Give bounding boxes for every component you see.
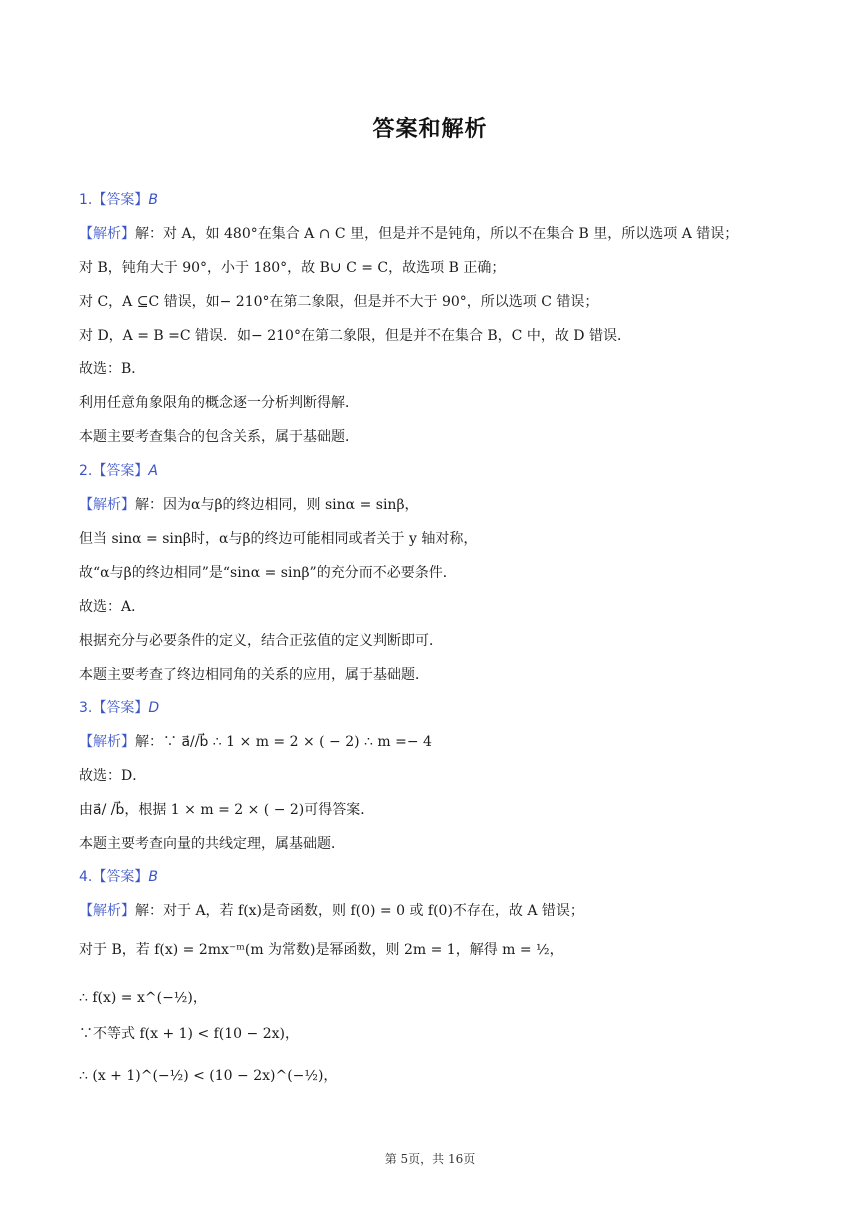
answer-line xyxy=(79,461,158,481)
answer-tag: 【答案】 xyxy=(92,192,149,208)
answer-value: B xyxy=(148,192,158,208)
text-line: 故选：B． xyxy=(79,361,146,377)
answer-tag: 【答案】 xyxy=(92,463,149,479)
text-line: 本题主要考查了终边相同角的关系的应用，属于基础题． xyxy=(79,667,429,683)
text-line: ∴ (x + 1)^(−½) < (10 − 2x)^(−½)， xyxy=(79,1068,338,1084)
answer-line xyxy=(79,698,159,718)
page-title: 答案和解析 xyxy=(372,117,488,142)
text-line: 根据充分与必要条件的定义，结合正弦值的定义判断即可． xyxy=(79,633,443,649)
text-line: 利用任意角象限角的概念逐一分析判断得解． xyxy=(79,395,359,411)
analysis-line xyxy=(79,224,738,244)
analysis-tag: 【解析】 xyxy=(79,734,135,750)
text-line: 本题主要考查集合的包含关系，属于基础题． xyxy=(79,429,359,445)
answer-line xyxy=(79,867,158,887)
answer-value: A xyxy=(148,463,158,479)
answer-tag: 【答案】 xyxy=(92,700,149,716)
answer-tag: 【答案】 xyxy=(92,869,149,885)
text-line: 对 B，钝角大于 90°，小于 180°，故 B∪ C = C，故选项 B 正确； xyxy=(79,260,506,276)
analysis-tag: 【解析】 xyxy=(79,903,135,919)
text-line: 本题主要考查向量的共线定理，属基础题． xyxy=(79,836,345,852)
text-line: 但当 sinα = sinβ时，α与β的终边可能相同或者关于 y 轴对称， xyxy=(79,531,478,547)
text-line: 故选：A． xyxy=(79,599,146,615)
analysis-text: 解：因为α与β的终边相同，则 sinα = sinβ， xyxy=(135,497,419,513)
analysis-text: 解：对 A，如 480°在集合 A ∩ C 里，但是并不是钝角，所以不在集合 B 里，所以选项 A 错误； xyxy=(135,226,739,242)
analysis-tag: 【解析】 xyxy=(79,497,135,513)
analysis-line xyxy=(79,732,432,752)
question-number: 4. xyxy=(79,869,93,885)
text-line: 由a⃗/ /b⃗，根据 1 × m = 2 × ( − 2)可得答案． xyxy=(79,802,375,818)
text-line: 对于 B，若 f(x) = 2mx⁻ᵐ(m 为常数)是幂函数，则 2m = 1，解得 m = ½， xyxy=(79,942,564,958)
text-line: ∴ f(x) = x^(−½)， xyxy=(79,990,207,1006)
answer-value: D xyxy=(148,700,160,716)
answer-line xyxy=(79,190,158,210)
text-line: 对 C，A ⊆C 错误，如− 210°在第二象限，但是并不大于 90°，所以选项 C 错误； xyxy=(79,294,599,310)
question-number: 3. xyxy=(79,700,93,716)
analysis-text: 解：对于 A，若 f(x)是奇函数，则 f(0) = 0 或 f(0)不存在，故 A 错误； xyxy=(135,903,584,919)
question-number: 2. xyxy=(79,463,93,479)
analysis-line xyxy=(79,495,419,515)
text-line: 故选：D． xyxy=(79,768,147,784)
analysis-tag: 【解析】 xyxy=(79,226,135,242)
question-number: 1. xyxy=(79,192,93,208)
analysis-line xyxy=(79,901,584,921)
page-footer: 第 5页，共 16页 xyxy=(384,1152,476,1166)
analysis-text: 解：∵ a⃗//b⃗ ∴ 1 × m = 2 × ( − 2) ∴ m =− 4 xyxy=(135,734,432,750)
answer-value: B xyxy=(148,869,158,885)
text-line: ∵不等式 f(x + 1) < f(10 − 2x)， xyxy=(79,1026,299,1042)
text-line: 故“α与β的终边相同”是“sinα = sinβ”的充分而不必要条件． xyxy=(79,565,457,581)
text-line: 对 D，A = B =C 错误．如− 210°在第二象限，但是并不在集合 B，C 中，故 D 错误． xyxy=(79,328,631,344)
